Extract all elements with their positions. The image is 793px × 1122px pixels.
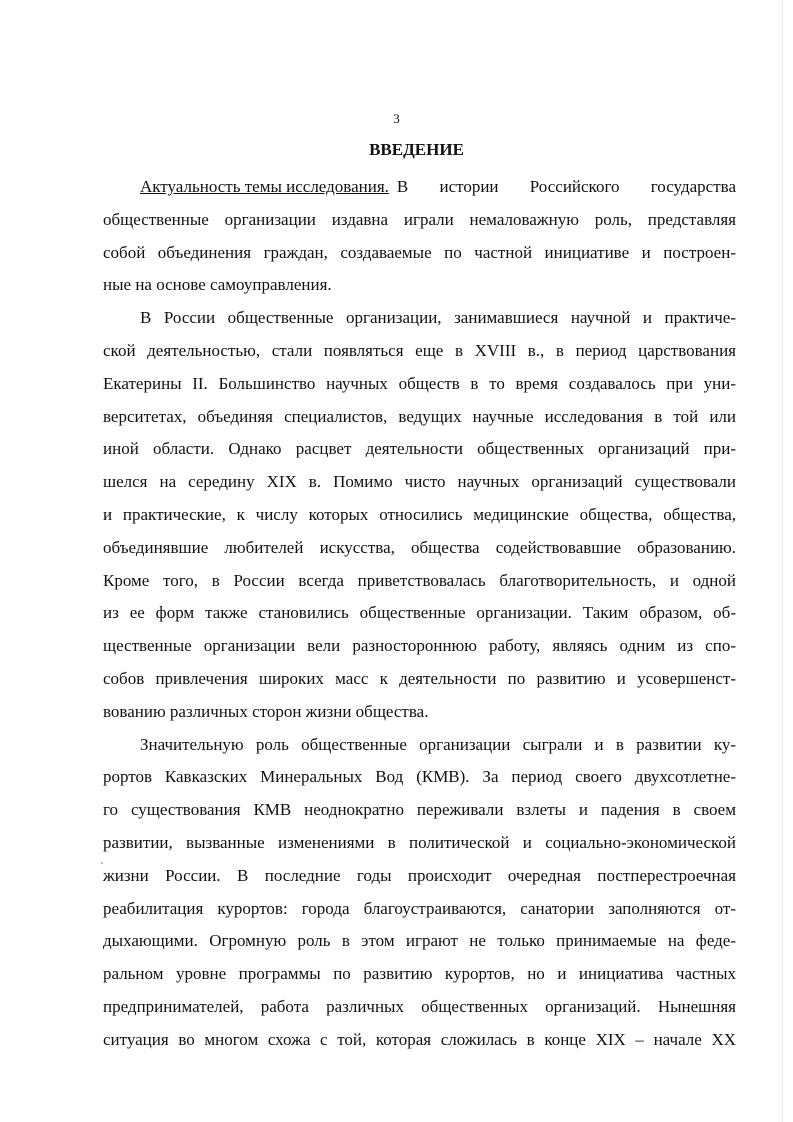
- document-body: [103, 171, 736, 1057]
- text-line: рортов Кавказских Минеральных Вод (КМВ). За период своего двухсотлетне-: [103, 767, 736, 787]
- scan-edge: [782, 0, 783, 1122]
- text-line: го существования КМВ неоднократно переживали взлеты и падения в своем: [103, 800, 736, 820]
- text-line: ные на основе самоуправления.: [103, 275, 332, 295]
- text-line: общественные организации издавна играли немаловажную роль, представляя: [103, 209, 736, 229]
- text-line: иной области. Однако расцвет деятельности общественных организаций при-: [103, 439, 736, 459]
- text-line: щественные организации вели разностороннюю работу, являясь одним из спо-: [103, 636, 736, 656]
- text-line: Кроме того, в России всегда приветствовалась благотворительность, и одной: [103, 570, 736, 590]
- paragraph-first-line: [103, 171, 736, 204]
- text-line: ской деятельностью, стали появляться еще в XVIII в., в период царствования: [103, 340, 736, 360]
- text-line: и практические, к числу которых относились медицинские общества, общества,: [103, 504, 736, 524]
- text-line: дыхающими. Огромную роль в этом играют не только принимаемые на феде-: [103, 931, 736, 951]
- text-line: шелся на середину XIX в. Помимо чисто научных организаций существовали: [103, 472, 736, 492]
- text-line: реабилитация курортов: города благоустраиваются, санатории заполняются от-: [103, 898, 736, 918]
- text-line: В России общественные организации, занимавшиеся научной и практиче-: [140, 308, 736, 328]
- paragraph-kmv: [103, 729, 736, 1057]
- text-line: вованию различных сторон жизни общества.: [103, 701, 429, 721]
- scan-speck: [101, 862, 103, 864]
- text-line: ральном уровне программы по развитию курортов, но и инициатива частных: [103, 964, 736, 984]
- text-line: развитии, вызванные изменениями в политической и социально-экономической: [103, 832, 736, 852]
- text-line: ситуация во многом схожа с той, которая сложилась в конце XIX – начале XX: [103, 1029, 736, 1049]
- text-line: Значительную роль общественные организации сыграли и в развитии ку-: [140, 734, 736, 754]
- text-line: объединявшие любителей искусства, общества содействовавшие образованию.: [103, 537, 736, 557]
- page-number: 3: [393, 111, 400, 126]
- text-line: жизни России. В последние годы происходит очередная постперестроечная: [103, 865, 736, 885]
- text-line: собой объединения граждан, создаваемые по частной инициативе и построен-: [103, 242, 736, 262]
- text-line: предпринимателей, работа различных общественных организаций. Нынешняя: [103, 996, 736, 1016]
- text-line: из ее форм также становились общественные организации. Таким образом, об-: [103, 603, 736, 623]
- text-line: Екатерины II. Большинство научных обществ в то время создавалось при уни-: [103, 373, 736, 393]
- text-line: верситетах, объединяя специалистов, ведущих научные исследования в той или: [103, 406, 736, 426]
- paragraph-relevance: [103, 171, 736, 302]
- text-line: В истории Российского государства: [396, 177, 736, 196]
- paragraph-history: [103, 302, 736, 728]
- text-line: собов привлечения широких масс к деятельности по развитию и усовершенст-: [103, 668, 736, 688]
- section-heading: ВВЕДЕНИЕ: [369, 140, 464, 159]
- relevance-lead: Актуальность темы исследования.: [140, 177, 389, 196]
